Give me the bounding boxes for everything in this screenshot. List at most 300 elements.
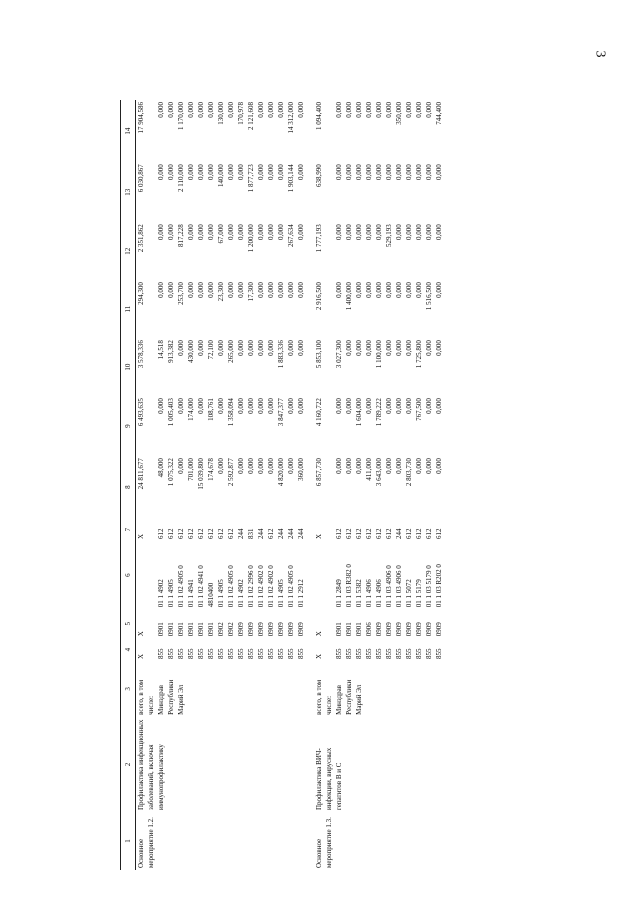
row-c5-cell: 0901 bbox=[335, 622, 343, 637]
row-c6-cell: 01 1 03 4906 0 bbox=[395, 565, 403, 608]
row-c13-cell: 0,000 bbox=[435, 164, 443, 180]
row-c9-cell: 0,000 bbox=[267, 398, 275, 414]
row-c13-cell: 0,000 bbox=[187, 164, 195, 180]
row-c10-cell: 0,000 bbox=[267, 340, 275, 356]
row-c11-cell: 0,000 bbox=[257, 282, 265, 298]
row-c13-cell: 2 110,000 bbox=[177, 164, 185, 192]
executor-cell: всего, в том числе: bbox=[315, 679, 333, 715]
row-c10-cell: 0,000 bbox=[405, 340, 413, 356]
row-c14-cell: 744,400 bbox=[435, 102, 443, 125]
row-c10-cell: 0,000 bbox=[237, 340, 245, 356]
row-c4-cell: 855 bbox=[167, 648, 175, 659]
row-c7-cell: 612 bbox=[335, 528, 343, 539]
row-c13-cell: 0,000 bbox=[237, 164, 245, 180]
row-c14-cell: 0,000 bbox=[365, 102, 373, 118]
row-c13-cell: 0,000 bbox=[207, 164, 215, 180]
row-c10-cell: 0,000 bbox=[287, 340, 295, 356]
measure-number-cell: Основное мероприятие 1.3. bbox=[315, 817, 333, 868]
row-c12-cell: 0,000 bbox=[157, 224, 165, 240]
row-c4-cell: 855 bbox=[395, 648, 403, 659]
row-c6-cell: 01 1 03 R202 0 bbox=[435, 564, 443, 608]
row-c8-cell: 1 075,322 bbox=[167, 458, 175, 487]
column-header: 5 bbox=[121, 609, 136, 638]
row-c5-cell: 0909 bbox=[237, 622, 245, 637]
row-c12-cell: 0,000 bbox=[297, 224, 305, 240]
row-c6-cell: 01 1 02 4905 0 bbox=[177, 565, 185, 608]
row-c4-cell: 855 bbox=[237, 648, 245, 659]
row-c14-cell: 0,000 bbox=[415, 102, 423, 118]
measure-number-cell: Основное мероприятие 1.2. bbox=[137, 817, 155, 868]
row-c8-cell: 0,000 bbox=[425, 458, 433, 474]
row-c8-cell: 0,000 bbox=[335, 458, 343, 474]
row-c14-cell: 0,000 bbox=[375, 102, 383, 118]
row-c12-cell: 0,000 bbox=[335, 224, 343, 240]
row-c6-cell: 01 1 02 4905 0 bbox=[287, 565, 295, 608]
row-c13-cell: 0,000 bbox=[385, 164, 393, 180]
column-header: 7 bbox=[121, 518, 136, 541]
total-c8-cell: 6 857,730 bbox=[315, 458, 323, 487]
row-c5-cell: 0902 bbox=[217, 622, 225, 637]
row-c6-cell: 01 1 4905 bbox=[217, 579, 225, 608]
row-c12-cell: 0,000 bbox=[257, 224, 265, 240]
row-c14-cell: 0,000 bbox=[345, 102, 353, 118]
row-c4-cell: 855 bbox=[335, 648, 343, 659]
row-c11-cell: 0,000 bbox=[287, 282, 295, 298]
row-c10-cell: 0,000 bbox=[257, 340, 265, 356]
row-c13-cell: 1 877,723 bbox=[247, 164, 255, 193]
row-c10-cell: 0,000 bbox=[177, 340, 185, 356]
row-c7-cell: 244 bbox=[287, 528, 295, 539]
row-c14-cell: 2 121,608 bbox=[247, 102, 255, 130]
row-c4-cell: 855 bbox=[385, 648, 393, 659]
row-c8-cell: 174,678 bbox=[207, 458, 215, 481]
row-c11-cell: 0,000 bbox=[277, 282, 285, 298]
row-c4-cell: 855 bbox=[267, 648, 275, 659]
row-c14-cell: 0,000 bbox=[227, 102, 235, 118]
row-c4-cell: 855 bbox=[415, 648, 423, 659]
row-c8-cell: 0,000 bbox=[267, 458, 275, 474]
total-c10-cell: 3 578,336 bbox=[137, 340, 145, 369]
row-c10-cell: 14,518 bbox=[157, 340, 165, 360]
row-c6-cell: 01 1 5382 bbox=[355, 579, 363, 608]
total-c9-cell: 4 160,722 bbox=[315, 398, 323, 427]
row-c8-cell: 2 592,877 bbox=[227, 458, 235, 487]
row-c14-cell: 130,000 bbox=[217, 102, 225, 125]
row-c6-cell: 01 1 4902 bbox=[237, 579, 245, 608]
row-c12-cell: 0,000 bbox=[405, 224, 413, 240]
row-c7-cell: 244 bbox=[277, 528, 285, 539]
row-c10-cell: 0,000 bbox=[365, 340, 373, 356]
row-c7-cell: 612 bbox=[197, 528, 205, 539]
row-c12-cell: 0,000 bbox=[267, 224, 275, 240]
row-c10-cell: 0,000 bbox=[197, 340, 205, 356]
column-header: 12 bbox=[121, 222, 136, 280]
row-c7-cell: 612 bbox=[345, 528, 353, 539]
row-c14-cell: 0,000 bbox=[267, 102, 275, 118]
row-c12-cell: 0,000 bbox=[167, 224, 175, 240]
row-c6-cell: 01 1 4906 bbox=[365, 579, 373, 608]
row-c8-cell: 3 643,000 bbox=[375, 458, 383, 487]
row-c14-cell: 0,000 bbox=[385, 102, 393, 118]
row-c14-cell: 0,000 bbox=[167, 102, 175, 118]
row-c10-cell: 1 725,800 bbox=[415, 340, 423, 369]
row-c7-cell: 612 bbox=[207, 528, 215, 539]
row-c6-cell: 01 1 4905 bbox=[167, 579, 175, 608]
row-c5-cell: 0901 bbox=[197, 622, 205, 637]
column-header: 13 bbox=[121, 162, 136, 222]
section-total-row bbox=[136, 100, 157, 870]
row-c11-cell: 0,000 bbox=[227, 282, 235, 298]
row-c13-cell: 0,000 bbox=[425, 164, 433, 180]
row-c13-cell: 0,000 bbox=[277, 164, 285, 180]
row-c9-cell: 0,000 bbox=[237, 398, 245, 414]
row-c10-cell: 0,000 bbox=[355, 340, 363, 356]
total-c13-cell: 638,990 bbox=[315, 164, 323, 187]
row-c11-cell: 0,000 bbox=[355, 282, 363, 298]
row-c12-cell: 817,228 bbox=[177, 224, 185, 247]
row-c7-cell: 612 bbox=[415, 528, 423, 539]
row-c10-cell: 430,000 bbox=[187, 340, 195, 363]
row-c11-cell: 0,000 bbox=[197, 282, 205, 298]
row-c5-cell: 0901 bbox=[187, 622, 195, 637]
total-c11-cell: 294,300 bbox=[137, 282, 145, 305]
row-c4-cell: 855 bbox=[257, 648, 265, 659]
row-c7-cell: 612 bbox=[227, 528, 235, 539]
row-c7-cell: 612 bbox=[425, 528, 433, 539]
row-c11-cell: 0,000 bbox=[335, 282, 343, 298]
row-c14-cell: 0,000 bbox=[257, 102, 265, 118]
total-c4-cell: Х bbox=[315, 653, 323, 659]
row-c5-cell: 0901 bbox=[355, 622, 363, 637]
row-c14-cell: 0,000 bbox=[405, 102, 413, 118]
row-c5-cell: 0909 bbox=[395, 622, 403, 637]
table-body bbox=[136, 100, 445, 870]
executor-label-cell: Минздрав Республики Марий Эл bbox=[335, 679, 363, 715]
row-c6-cell: 01 1 02 4941 0 bbox=[197, 565, 205, 608]
row-c14-cell: 0,000 bbox=[355, 102, 363, 118]
row-c13-cell: 0,000 bbox=[355, 164, 363, 180]
total-c6-cell bbox=[136, 541, 157, 609]
row-c7-cell: 612 bbox=[167, 528, 175, 539]
row-c4-cell: 855 bbox=[375, 648, 383, 659]
total-c9-cell: 6 493,635 bbox=[137, 398, 145, 427]
row-c14-cell: 0,000 bbox=[277, 102, 285, 118]
row-c5-cell: 0909 bbox=[277, 622, 285, 637]
row-c5-cell: 0909 bbox=[267, 622, 275, 637]
row-c12-cell: 0,000 bbox=[207, 224, 215, 240]
row-c5-cell: 0909 bbox=[257, 622, 265, 637]
row-c11-cell: 0,000 bbox=[267, 282, 275, 298]
row-c14-cell: 0,000 bbox=[207, 102, 215, 118]
row-c14-cell: 350,000 bbox=[395, 102, 403, 125]
row-c12-cell: 267,634 bbox=[287, 224, 295, 247]
row-c8-cell: 4 820,000 bbox=[277, 458, 285, 487]
row-c8-cell: 701,000 bbox=[187, 458, 195, 481]
column-header: 1 bbox=[121, 812, 136, 870]
row-c5-cell: 0909 bbox=[415, 622, 423, 637]
row-c7-cell: 612 bbox=[435, 528, 443, 539]
row-c4-cell: 855 bbox=[425, 648, 433, 659]
row-c11-cell: 0,000 bbox=[297, 282, 305, 298]
row-c12-cell: 0,000 bbox=[415, 224, 423, 240]
row-c4-cell: 855 bbox=[365, 648, 373, 659]
row-c12-cell: 0,000 bbox=[375, 224, 383, 240]
row-c9-cell: 0,000 bbox=[297, 398, 305, 414]
row-c12-cell: 0,000 bbox=[345, 224, 353, 240]
executor-cell: всего, в том числе: bbox=[137, 679, 155, 715]
row-c6-cell: 01 1 03 R382 0 bbox=[345, 564, 353, 608]
row-c6-cell: 01 1 02 4902 0 bbox=[267, 565, 275, 608]
row-c11-cell: 0,000 bbox=[207, 282, 215, 298]
row-c11-cell: 253,700 bbox=[177, 282, 185, 305]
column-header: 10 bbox=[121, 338, 136, 396]
row-c11-cell: 0,000 bbox=[167, 282, 175, 298]
row-c10-cell: 0,000 bbox=[385, 340, 393, 356]
row-c6-cell: 01 1 4941 bbox=[187, 579, 195, 608]
row-c6-cell: 01 1 4902 bbox=[157, 579, 165, 608]
row-c13-cell: 0,000 bbox=[395, 164, 403, 180]
row-c9-cell: 1 604,000 bbox=[355, 398, 363, 427]
row-c6-cell: 01 1 02 2996 0 bbox=[247, 565, 255, 608]
row-c9-cell: 108,761 bbox=[207, 398, 215, 421]
row-c6-cell: 01 1 2849 bbox=[335, 579, 343, 608]
row-c5-cell: 0909 bbox=[405, 622, 413, 637]
row-c5-cell: 0909 bbox=[287, 622, 295, 637]
row-c10-cell: 0,000 bbox=[247, 340, 255, 356]
row-c5-cell: 0901 bbox=[207, 622, 215, 637]
row-c7-cell: 612 bbox=[365, 528, 373, 539]
row-c14-cell: 0,000 bbox=[425, 102, 433, 118]
row-c4-cell: 855 bbox=[177, 648, 185, 659]
row-c9-cell: 0,000 bbox=[157, 398, 165, 414]
row-c4-cell: 855 bbox=[207, 648, 215, 659]
row-c8-cell: 15 039,800 bbox=[197, 458, 205, 490]
row-c10-cell: 265,000 bbox=[227, 340, 235, 363]
row-c14-cell: 1 170,000 bbox=[177, 102, 185, 130]
row-c6-cell: 4810400 bbox=[207, 582, 215, 608]
row-c8-cell: 0,000 bbox=[345, 458, 353, 474]
row-c8-cell: 0,000 bbox=[395, 458, 403, 474]
page-number: 3 bbox=[592, 50, 608, 58]
row-c4-cell: 855 bbox=[405, 648, 413, 659]
row-c11-cell: 0,000 bbox=[375, 282, 383, 298]
row-c11-cell: 0,000 bbox=[405, 282, 413, 298]
row-c14-cell: 0,000 bbox=[335, 102, 343, 118]
column-header: 9 bbox=[121, 396, 136, 456]
total-c12-cell: 1 777,193 bbox=[315, 224, 323, 253]
row-c13-cell: 0,000 bbox=[267, 164, 275, 180]
row-c9-cell: 0,000 bbox=[425, 398, 433, 414]
row-c6-cell: 01 1 03 4906 0 bbox=[385, 565, 393, 608]
row-c7-cell: 612 bbox=[385, 528, 393, 539]
measure-name-cell: Профилактика ВИЧ-инфекции, вирусных гепатитов B и C bbox=[315, 747, 343, 811]
row-c8-cell: 411,000 bbox=[365, 458, 373, 481]
row-c5-cell: 0909 bbox=[385, 622, 393, 637]
row-c9-cell: 767,500 bbox=[415, 398, 423, 421]
column-header: 3 bbox=[121, 661, 136, 717]
row-c4-cell: 855 bbox=[227, 648, 235, 659]
row-c12-cell: 0,000 bbox=[237, 224, 245, 240]
column-header: 2 bbox=[121, 717, 136, 812]
row-c8-cell: 0,000 bbox=[257, 458, 265, 474]
row-c13-cell: 0,000 bbox=[157, 164, 165, 180]
row-c10-cell: 3 027,300 bbox=[335, 340, 343, 369]
row-c7-cell: 244 bbox=[237, 528, 245, 539]
row-c11-cell: 0,000 bbox=[365, 282, 373, 298]
row-c8-cell: 0,000 bbox=[177, 458, 185, 474]
row-c5-cell: 0909 bbox=[425, 622, 433, 637]
row-c14-cell: 170,978 bbox=[237, 102, 245, 125]
row-c12-cell: 0,000 bbox=[227, 224, 235, 240]
row-c13-cell: 0,000 bbox=[405, 164, 413, 180]
row-c9-cell: 0,000 bbox=[217, 398, 225, 414]
total-c10-cell: 5 853,100 bbox=[315, 340, 323, 369]
row-c9-cell: 0,000 bbox=[405, 398, 413, 414]
row-c9-cell: 0,000 bbox=[287, 398, 295, 414]
row-c9-cell: 174,000 bbox=[187, 398, 195, 421]
row-c6-cell: 01 1 4905 bbox=[277, 579, 285, 608]
row-c11-cell: 0,000 bbox=[385, 282, 393, 298]
row-c10-cell: 0,000 bbox=[425, 340, 433, 356]
row-c7-cell: 612 bbox=[217, 528, 225, 539]
row-c10-cell: 1 883,336 bbox=[277, 340, 285, 369]
row-c8-cell: 2 803,730 bbox=[405, 458, 413, 487]
row-c10-cell: 0,000 bbox=[217, 340, 225, 356]
row-c13-cell: 0,000 bbox=[197, 164, 205, 180]
row-c8-cell: 0,000 bbox=[415, 458, 423, 474]
row-c8-cell: 48,000 bbox=[157, 458, 165, 478]
measure-name-cell: Профилактика инфекционных заболеваний, включая иммунопрофилактику bbox=[137, 719, 165, 811]
header-row bbox=[121, 100, 136, 870]
row-c9-cell: 0,000 bbox=[385, 398, 393, 414]
row-c4-cell: 855 bbox=[355, 648, 363, 659]
row-c11-cell: 0,000 bbox=[415, 282, 423, 298]
row-c5-cell: 0901 bbox=[345, 622, 353, 637]
row-c10-cell: 0,000 bbox=[345, 340, 353, 356]
total-c7-cell: Х bbox=[315, 533, 323, 539]
row-c12-cell: 1 200,000 bbox=[247, 224, 255, 253]
row-c4-cell: 855 bbox=[197, 648, 205, 659]
row-c11-cell: 0,000 bbox=[157, 282, 165, 298]
row-c7-cell: 244 bbox=[297, 528, 305, 539]
row-c13-cell: 1 903,144 bbox=[287, 164, 295, 193]
row-c8-cell: 0,000 bbox=[217, 458, 225, 474]
total-c7-cell: Х bbox=[137, 533, 145, 539]
row-c7-cell: 612 bbox=[157, 528, 165, 539]
column-header: 6 bbox=[121, 541, 136, 609]
row-c12-cell: 0,000 bbox=[435, 224, 443, 240]
row-c13-cell: 0,000 bbox=[345, 164, 353, 180]
rotated-table-wrapper bbox=[120, 100, 630, 870]
row-c8-cell: 0,000 bbox=[385, 458, 393, 474]
row-c14-cell: 0,000 bbox=[297, 102, 305, 118]
row-c10-cell: 0,000 bbox=[395, 340, 403, 356]
row-c11-cell: 0,000 bbox=[435, 282, 443, 298]
row-c11-cell: 0,000 bbox=[395, 282, 403, 298]
row-c14-cell: 0,000 bbox=[187, 102, 195, 118]
executor-label-cell: Минздрав Республики Марий Эл bbox=[157, 679, 185, 715]
row-c7-cell: 612 bbox=[405, 528, 413, 539]
row-c9-cell: 0,000 bbox=[247, 398, 255, 414]
row-c10-cell: 913,382 bbox=[167, 340, 175, 363]
row-c6-cell: 01 1 02 4902 0 bbox=[257, 565, 265, 608]
column-header: 8 bbox=[121, 456, 136, 518]
row-c12-cell: 0,000 bbox=[277, 224, 285, 240]
row-c9-cell: 1 789,222 bbox=[375, 398, 383, 427]
row-c5-cell: 0901 bbox=[167, 622, 175, 637]
row-c13-cell: 0,000 bbox=[257, 164, 265, 180]
row-c10-cell: 1 100,000 bbox=[375, 340, 383, 369]
row-c5-cell: 0902 bbox=[227, 622, 235, 637]
row-c5-cell: 0906 bbox=[365, 622, 373, 637]
row-c14-cell: 14 312,000 bbox=[287, 102, 295, 134]
total-c5-cell: Х bbox=[315, 631, 323, 637]
total-c12-cell: 2 351,862 bbox=[137, 224, 145, 253]
row-c13-cell: 0,000 bbox=[365, 164, 373, 180]
row-c4-cell: 855 bbox=[187, 648, 195, 659]
row-c13-cell: 0,000 bbox=[375, 164, 383, 180]
total-c14-cell: 1 094,400 bbox=[315, 102, 323, 130]
total-c14-cell: 17 904,586 bbox=[137, 102, 145, 134]
budget-table bbox=[120, 100, 444, 870]
row-c6-cell: 01 1 02 4905 0 bbox=[227, 565, 235, 608]
spacer-cell bbox=[306, 100, 314, 870]
row-c11-cell: 23,300 bbox=[217, 282, 225, 302]
row-c13-cell: 0,000 bbox=[167, 164, 175, 180]
row-c9-cell: 0,000 bbox=[345, 398, 353, 414]
row-c8-cell: 0,000 bbox=[247, 458, 255, 474]
row-c10-cell: 0,000 bbox=[435, 340, 443, 356]
row-c12-cell: 529,193 bbox=[385, 224, 393, 247]
row-c5-cell: 0901 bbox=[157, 622, 165, 637]
row-c5-cell: 0909 bbox=[297, 622, 305, 637]
row-c5-cell: 0901 bbox=[177, 622, 185, 637]
total-c6-cell bbox=[314, 541, 334, 609]
row-c11-cell: 1 400,000 bbox=[345, 282, 353, 311]
row-c11-cell: 0,000 bbox=[187, 282, 195, 298]
row-c8-cell: 0,000 bbox=[435, 458, 443, 474]
row-c6-cell: 01 1 4906 bbox=[375, 579, 383, 608]
row-c6-cell: 01 1 5072 bbox=[405, 579, 413, 608]
row-c9-cell: 0,000 bbox=[335, 398, 343, 414]
row-c9-cell: 0,000 bbox=[197, 398, 205, 414]
column-header: 11 bbox=[121, 280, 136, 338]
section-total-row bbox=[314, 100, 334, 870]
row-c6-cell: 01 1 03 5179 0 bbox=[425, 565, 433, 608]
row-c9-cell: 1 358,094 bbox=[227, 398, 235, 427]
row-c7-cell: 612 bbox=[355, 528, 363, 539]
total-c4-cell: Х bbox=[137, 653, 145, 659]
total-c11-cell: 2 916,500 bbox=[315, 282, 323, 311]
row-c13-cell: 0,000 bbox=[335, 164, 343, 180]
total-c13-cell: 6 030,867 bbox=[137, 164, 145, 193]
row-c6-cell: 01 1 5179 bbox=[415, 579, 423, 608]
row-c11-cell: 0,000 bbox=[237, 282, 245, 298]
row-c9-cell: 1 005,403 bbox=[167, 398, 175, 427]
row-c12-cell: 0,000 bbox=[197, 224, 205, 240]
row-c8-cell: 0,000 bbox=[287, 458, 295, 474]
row-c6-cell: 01 1 2912 bbox=[297, 579, 305, 608]
section-spacer bbox=[306, 100, 314, 870]
row-c8-cell: 0,000 bbox=[237, 458, 245, 474]
row-c9-cell: 0,000 bbox=[395, 398, 403, 414]
row-c4-cell: 855 bbox=[277, 648, 285, 659]
row-c12-cell: 0,000 bbox=[365, 224, 373, 240]
row-c7-cell: 612 bbox=[187, 528, 195, 539]
row-c4-cell: 855 bbox=[157, 648, 165, 659]
row-c7-cell: 612 bbox=[267, 528, 275, 539]
row-c11-cell: 1 516,500 bbox=[425, 282, 433, 311]
